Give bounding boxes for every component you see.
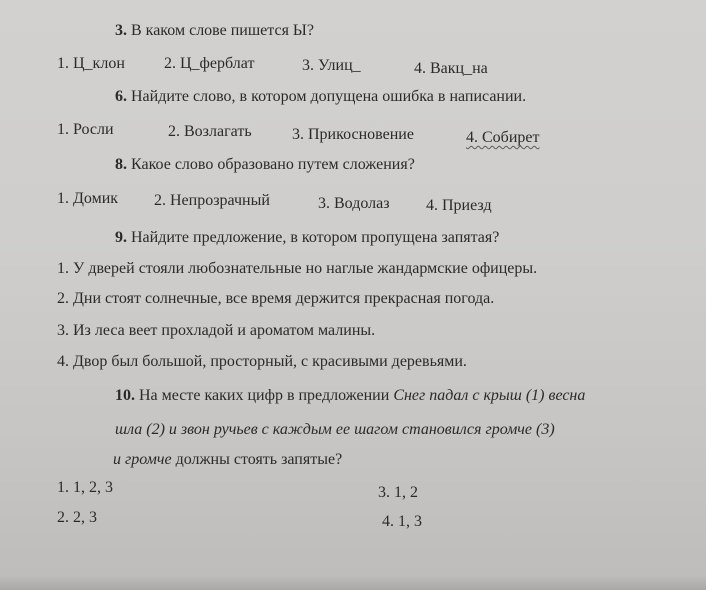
- question-10-option-3: 3. 1, 2: [378, 484, 418, 501]
- question-3-option-2: 2. Ц_ферблат: [164, 55, 255, 72]
- question-10-line-1: [115, 387, 585, 405]
- page-edge: [0, 576, 706, 590]
- question-10-option-4: 4. 1, 3: [382, 513, 422, 530]
- question-9-option-3: 3. Из леса веет прохладой и ароматом малины.: [57, 322, 376, 339]
- question-8-text: Какое слово образовано путем сложения?: [131, 156, 415, 173]
- question-3-number: 3.: [115, 22, 127, 39]
- question-10-line-3: [113, 451, 342, 469]
- question-6-option-4-text: 4. Собирет: [466, 129, 540, 146]
- question-9-text: Найдите предложение, в котором пропущена запятая?: [131, 229, 500, 246]
- question-3-option-1: 1. Ц_клон: [57, 55, 125, 72]
- question-6-option-2: 2. Возлагать: [168, 123, 252, 140]
- question-9-option-1: 1. У дверей стояли любознательные но наглые жандармские офицеры.: [57, 260, 538, 277]
- question-8: [115, 156, 415, 174]
- question-9-option-4: 4. Двор был большой, просторный, с красивыми деревьями.: [57, 353, 467, 370]
- question-3: [115, 22, 314, 40]
- question-9: [115, 229, 499, 247]
- question-8-option-3: 3. Водолаз: [318, 195, 390, 212]
- question-6-number: 6.: [115, 88, 127, 105]
- question-10-option-2: 2. 2, 3: [57, 509, 97, 526]
- question-10-text-2: должны стоять запятые?: [175, 451, 343, 468]
- question-9-number: 9.: [115, 229, 127, 246]
- question-10-number: 10.: [115, 387, 135, 404]
- question-6-option-4: [466, 129, 539, 147]
- question-6-option-1: 1. Росли: [57, 121, 114, 138]
- question-10-line-2: шла (2) и звон ручьев с каждым ее шагом становился громче (3): [115, 421, 555, 438]
- question-3-text: В каком слове пишется Ы?: [131, 22, 314, 39]
- question-8-option-4: 4. Приезд: [426, 197, 492, 214]
- question-6: [115, 88, 526, 106]
- question-8-number: 8.: [115, 156, 127, 173]
- question-10-option-1: 1. 1, 2, 3: [57, 479, 113, 496]
- question-8-option-1: 1. Домик: [57, 190, 119, 207]
- question-10-sentence-3: и громче: [113, 451, 172, 468]
- question-6-option-3: 3. Прикосновение: [292, 126, 414, 143]
- question-3-option-3: 3. Улиц_: [302, 57, 361, 74]
- question-8-option-2: 2. Непрозрачный: [154, 192, 270, 209]
- question-10-sentence-1: Снег падал с крыш (1) весна: [393, 387, 586, 404]
- question-6-text: Найдите слово, в котором допущена ошибка в написании.: [131, 88, 527, 105]
- question-3-option-4: 4. Вакц_на: [414, 60, 488, 77]
- question-10-text-1: На месте каких цифр в предложении: [139, 387, 390, 404]
- question-9-option-2: 2. Дни стоят солнечные, все время держится прекрасная погода.: [57, 290, 495, 307]
